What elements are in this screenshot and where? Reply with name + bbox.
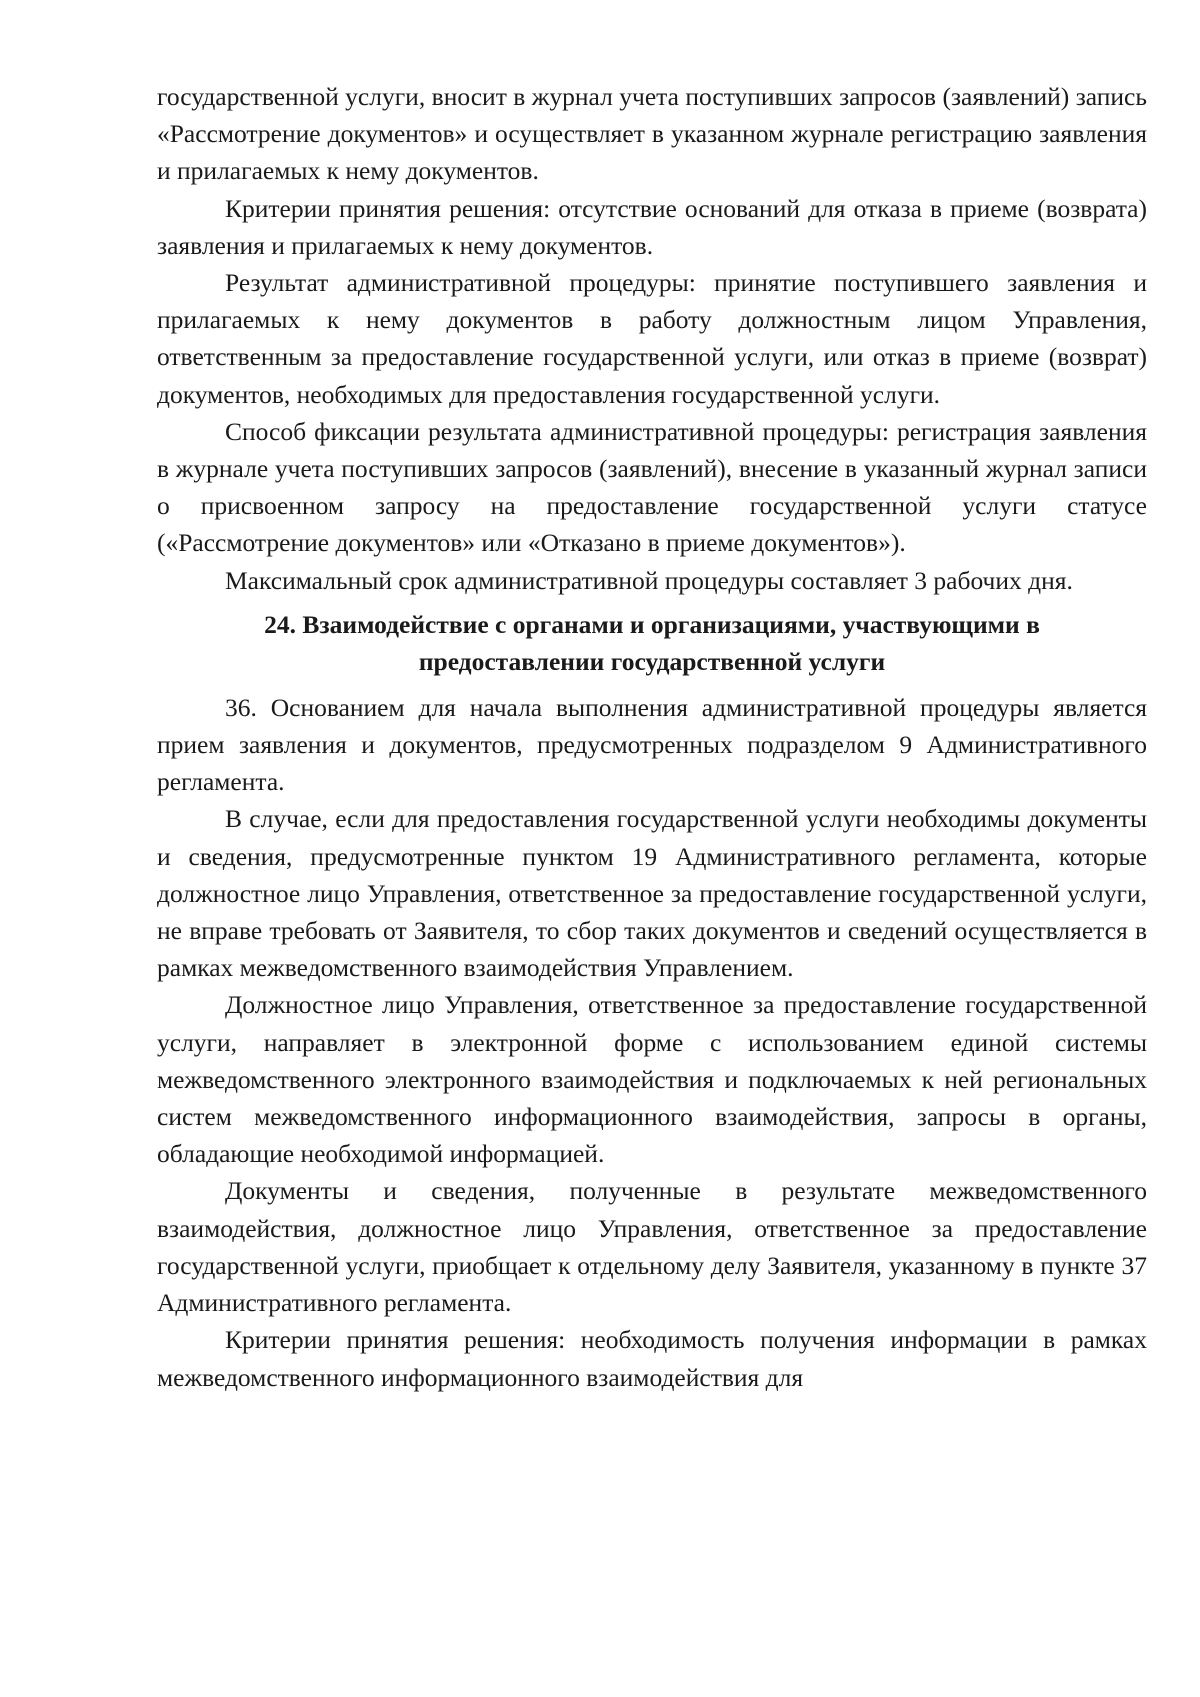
paragraph: В случае, если для предоставления государственной услуги необходимы документы и сведения, предусмотренные пунктом 19 Административного регламента, которые должностное лицо Управления, ответственное за предоставление государственной услуги, не вправе требовать от Заявителя, то сбор таких документов и сведений осуществляется в рамках межведомственного взаимодействия Управлением. <box>157 804 1147 983</box>
paragraph: Способ фиксации результата административной процедуры: регистрация заявления в журнале учета поступивших запросов (заявлений), внесение в указанный журнал записи о присвоенном запросу на предоставление государственной услуги статусе («Рассмотрение документов» или «Отказано в приеме документов»). <box>157 416 1147 558</box>
document-page <box>157 78 1147 1396</box>
section-heading <box>157 606 1147 680</box>
section-heading-line: 24. Взаимодействие с органами и организациями, участвующими в <box>264 609 1040 639</box>
section-heading-line: предоставлении государственной услуги <box>418 646 886 676</box>
paragraph: Должностное лицо Управления, ответственное за предоставление государственной услуги, направляет в электронной форме с использованием единой системы межведомственного электронного взаимодействия и подключаемых к ней региональных систем межведомственного информационного взаимодействия, запросы в органы, обладающие необходимой информацией. <box>157 990 1147 1169</box>
paragraph: Критерии принятия решения: отсутствие оснований для отказа в приеме (возврата) заявления и прилагаемых к нему документов. <box>157 193 1147 260</box>
paragraph: государственной услуги, вносит в журнал учета поступивших запросов (заявлений) запись «Рассмотрение документов» и осуществляет в указанном журнале регистрацию заявления и прилагаемых к нему документов. <box>157 82 1147 186</box>
paragraph: Документы и сведения, полученные в результате межведомственного взаимодействия, должностное лицо Управления, ответственное за предоставление государственной услуги, приобщает к отдельному делу Заявителя, указанному в пункте 37 Административного регламента. <box>157 1176 1147 1318</box>
paragraph: Критерии принятия решения: необходимость получения информации в рамках межведомственного информационного взаимодействия для <box>157 1325 1147 1392</box>
paragraph: Результат административной процедуры: принятие поступившего заявления и прилагаемых к нему документов в работу должностным лицом Управления, ответственным за предоставление государственной услуги, или отказ в приеме (возврат) документов, необходимых для предоставления государственной услуги. <box>157 268 1147 409</box>
paragraph: Максимальный срок административной процедуры составляет 3 рабочих дня. <box>225 565 1073 595</box>
paragraph: 36. Основанием для начала выполнения административной процедуры является прием заявления и документов, предусмотренных подразделом 9 Административного регламента. <box>157 692 1147 797</box>
